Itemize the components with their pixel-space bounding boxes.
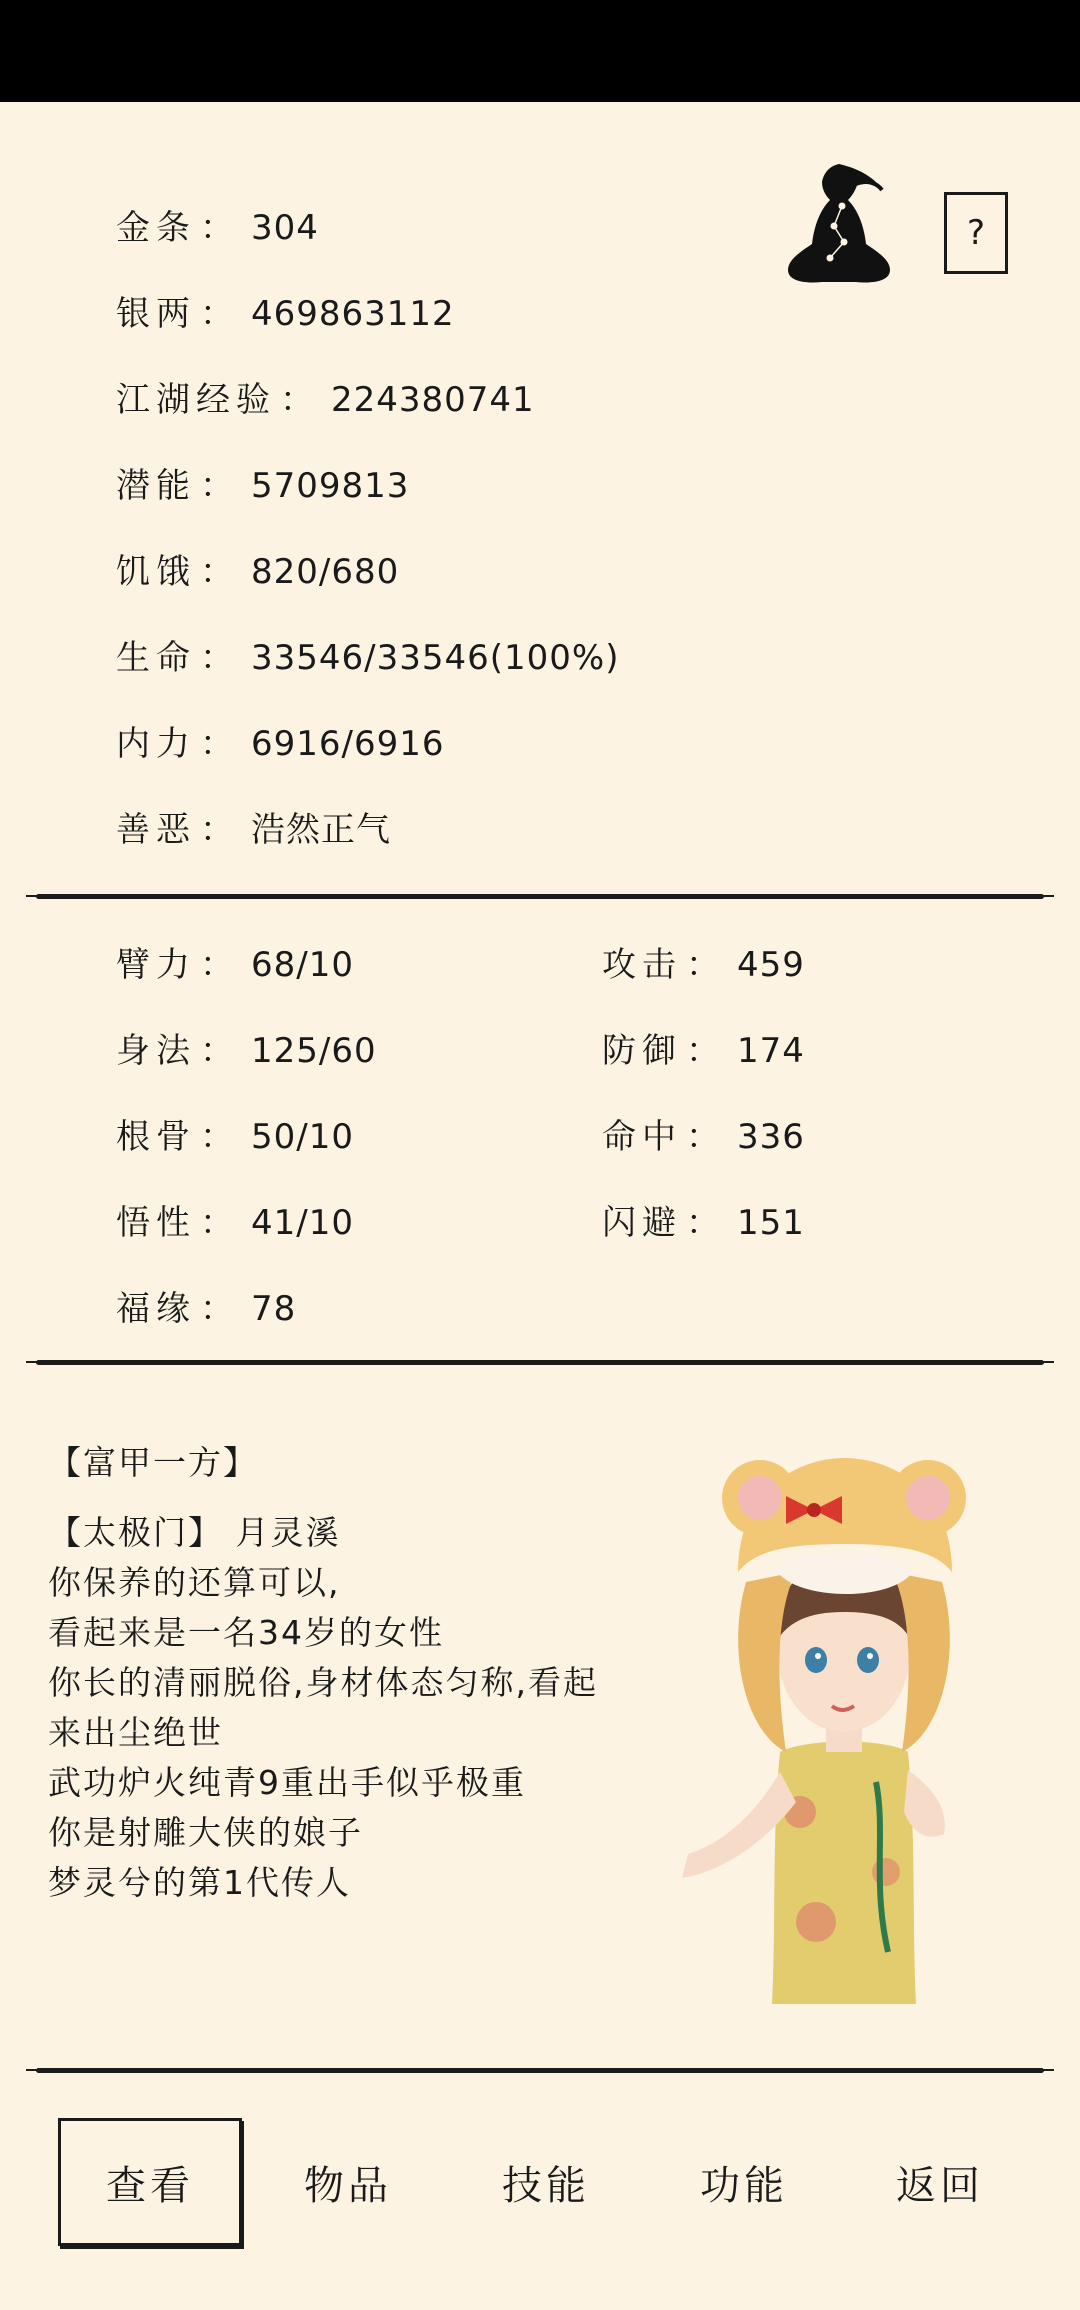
divider-2 (36, 1360, 1044, 1365)
attack-label: 攻击 (602, 945, 682, 985)
profile-line: 武功炉火纯青9重出手似乎极重 (48, 1763, 526, 1802)
exp-value: 224380741 (331, 380, 535, 420)
potential-sep: ： (200, 466, 235, 506)
gold-label: 金条 (116, 208, 196, 248)
morality-label: 善恶 (116, 810, 196, 850)
intelligence-sep: ： (200, 1203, 235, 1243)
life-value: 33546/33546(100%) (251, 638, 620, 678)
hunger-sep: ： (200, 552, 235, 592)
constitution-row (116, 1114, 354, 1160)
dodge-row (602, 1200, 805, 1246)
agility-row (116, 1028, 377, 1074)
defense-value: 174 (737, 1031, 805, 1071)
hunger-row (116, 549, 399, 595)
strength-value: 68/10 (251, 945, 354, 985)
potential-label: 潜能 (116, 466, 196, 506)
profile-line: 你保养的还算可以, (48, 1563, 341, 1602)
status-bar (0, 0, 1080, 102)
force-label: 内力 (116, 724, 196, 764)
meditation-icon[interactable] (786, 160, 892, 286)
silver-sep: ： (200, 294, 235, 334)
nav-functions-button[interactable]: 功能 (700, 2162, 788, 2209)
hunger-value: 820/680 (251, 552, 400, 592)
profile-title: 【富甲一方】 (48, 1443, 258, 1482)
agility-label: 身法 (116, 1031, 196, 1071)
profile-line: 梦灵兮的第1代传人 (48, 1863, 351, 1902)
agility-sep: ： (200, 1031, 235, 1071)
help-button[interactable]: ? (944, 192, 1008, 274)
luck-sep: ： (200, 1289, 235, 1329)
strength-sep: ： (200, 945, 235, 985)
defense-sep: ： (686, 1031, 721, 1071)
morality-row (116, 807, 391, 853)
profile-line: 你长的清丽脱俗,身材体态匀称,看起 (48, 1663, 598, 1702)
intelligence-label: 悟性 (116, 1203, 196, 1243)
agility-value: 125/60 (251, 1031, 377, 1071)
morality-value: 浩然正气 (251, 810, 391, 850)
profile-line: 你是射雕大侠的娘子 (48, 1813, 363, 1852)
constitution-sep: ： (200, 1117, 235, 1157)
profile-sect-name: 【太极门】 月灵溪 (48, 1513, 341, 1552)
dodge-sep: ： (686, 1203, 721, 1243)
constitution-label: 根骨 (116, 1117, 196, 1157)
nav-items-button[interactable]: 物品 (304, 2162, 392, 2209)
potential-value: 5709813 (251, 466, 410, 506)
hunger-label: 饥饿 (116, 552, 196, 592)
attack-row (602, 942, 805, 988)
gold-row (116, 205, 319, 251)
strength-row (116, 942, 354, 988)
morality-sep: ： (200, 810, 235, 850)
luck-label: 福缘 (116, 1289, 196, 1329)
strength-label: 臂力 (116, 945, 196, 985)
life-sep: ： (200, 638, 235, 678)
nav-view-button[interactable]: 查看 (58, 2118, 242, 2246)
gold-sep: ： (200, 208, 235, 248)
gold-value: 304 (251, 208, 319, 248)
life-label: 生命 (116, 638, 196, 678)
hit-row (602, 1114, 805, 1160)
divider-3 (36, 2068, 1044, 2073)
force-row (116, 721, 445, 767)
exp-sep: ： (280, 380, 315, 420)
nav-back-button[interactable]: 返回 (896, 2162, 984, 2209)
force-sep: ： (200, 724, 235, 764)
intelligence-row (116, 1200, 354, 1246)
life-row (116, 635, 620, 681)
luck-value: 78 (251, 1289, 297, 1329)
constitution-value: 50/10 (251, 1117, 354, 1157)
intelligence-value: 41/10 (251, 1203, 354, 1243)
attack-sep: ： (686, 945, 721, 985)
force-value: 6916/6916 (251, 724, 445, 764)
attack-value: 459 (737, 945, 805, 985)
hit-label: 命中 (602, 1117, 682, 1157)
potential-row (116, 463, 409, 509)
exp-row (116, 377, 535, 423)
silver-value: 469863112 (251, 294, 455, 334)
silver-label: 银两 (116, 294, 196, 334)
dodge-label: 闪避 (602, 1203, 682, 1243)
character-portrait (676, 1452, 976, 2004)
defense-row (602, 1028, 805, 1074)
profile-line: 来出尘绝世 (48, 1713, 223, 1752)
exp-label: 江湖经验 (116, 380, 276, 420)
hit-sep: ： (686, 1117, 721, 1157)
dodge-value: 151 (737, 1203, 805, 1243)
luck-row (116, 1286, 296, 1332)
defense-label: 防御 (602, 1031, 682, 1071)
profile-line: 看起来是一名34岁的女性 (48, 1613, 444, 1652)
silver-row (116, 291, 455, 337)
divider-1 (36, 894, 1044, 899)
hit-value: 336 (737, 1117, 805, 1157)
nav-skills-button[interactable]: 技能 (502, 2162, 590, 2209)
